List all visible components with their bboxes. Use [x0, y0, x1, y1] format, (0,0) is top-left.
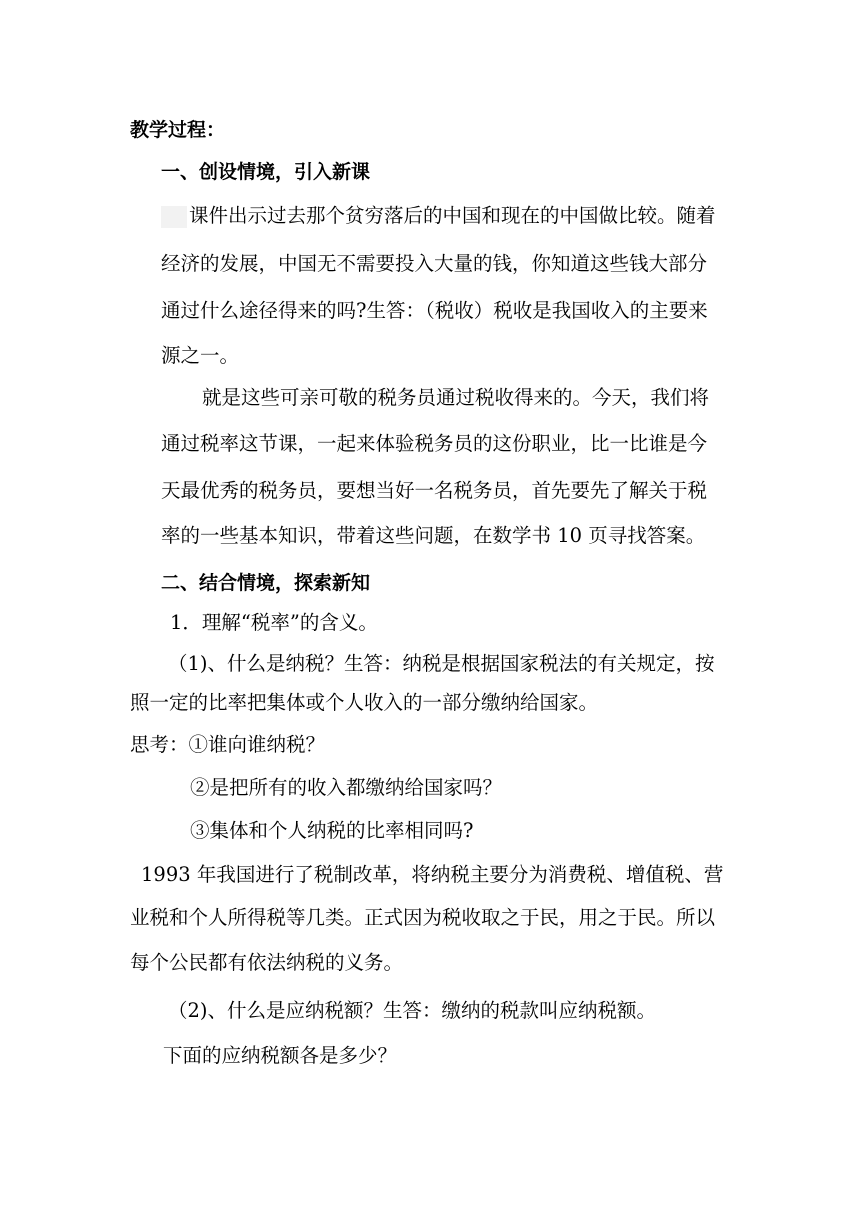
paragraph-line: 经济的发展，中国无不需要投入大量的钱，你知道这些钱大部分: [161, 252, 708, 275]
think-line: ③集体和个人纳税的比率相同吗?: [190, 819, 474, 842]
paragraph-line: 课件出示过去那个贫穷落后的中国和现在的中国做比较。随着: [161, 203, 716, 229]
question-2: （2)、什么是应纳税额？生答：缴纳的税款叫应纳税额。: [168, 999, 657, 1022]
question-3: 下面的应纳税额各是多少？: [163, 1044, 398, 1067]
question-1-line: （1)、什么是纳税？生答：纳税是根据国家税法的有关规定，按: [168, 652, 715, 675]
paragraph-line: 每个公民都有依法纳税的义务。: [130, 951, 404, 974]
page-title: 教学过程：: [130, 119, 226, 141]
think-line: 思考：①谁向谁纳税？: [130, 733, 326, 756]
paragraph-line: 通过税率这节课，一起来体验税务员的这份职业，比一比谁是今: [161, 432, 708, 455]
section-2-heading: 二、结合情境，探索新知: [161, 572, 371, 594]
paragraph-line: 就是这些可亲可敬的税务员通过税收得来的。今天，我们将: [202, 386, 710, 409]
paragraph-line: 源之一。: [161, 344, 240, 367]
paragraph-line: 通过什么途径得来的吗?生答：（税收）税收是我国收入的主要来: [161, 299, 708, 322]
paragraph-line: 业税和个人所得税等几类。正式因为税收取之于民，用之于民。所以: [130, 906, 716, 929]
question-1-line: 照一定的比率把集体或个人收入的一部分缴纳给国家。: [130, 691, 599, 714]
item-1: 1．理解“税率”的含义。: [170, 611, 378, 634]
paragraph-line: 1993 年我国进行了税制改革，将纳税主要分为消费税、增值税、营: [141, 863, 724, 886]
section-1-heading: 一、创设情境，引入新课: [161, 161, 371, 183]
highlight-mark: [161, 206, 187, 228]
paragraph-line: 天最优秀的税务员，要想当好一名税务员，首先要先了解关于税: [161, 479, 708, 502]
paragraph-line: 率的一些基本知识，带着这些问题，在数学书 10 页寻找答案。: [161, 524, 706, 547]
think-line: ②是把所有的收入都缴纳给国家吗？: [190, 776, 503, 799]
